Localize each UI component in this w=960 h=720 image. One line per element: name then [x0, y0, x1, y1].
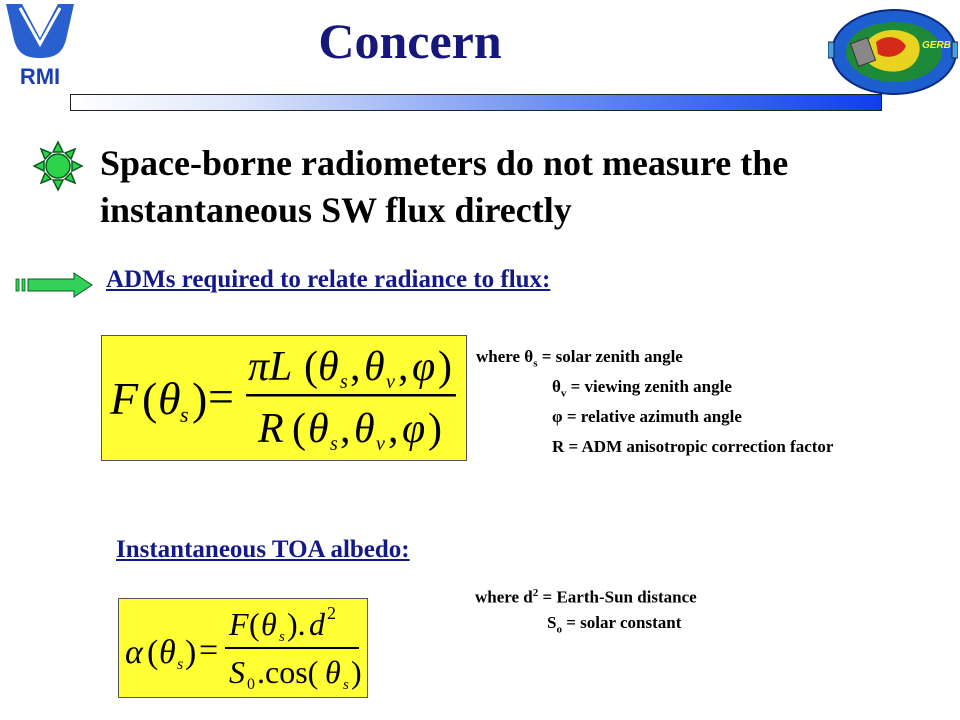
albedo-equation [119, 599, 366, 696]
svg-text:(: ( [292, 406, 306, 452]
svg-text:θ: θ [364, 344, 385, 390]
svg-text:d: d [309, 606, 325, 642]
svg-text:v: v [376, 433, 385, 455]
svg-text:v: v [386, 371, 395, 393]
bullet-text [100, 140, 940, 234]
svg-text:φ: φ [412, 344, 436, 390]
svg-text:s: s [180, 402, 189, 427]
adm-heading: ADMs required to relate radiance to flux: [106, 266, 551, 293]
svg-text:=: = [199, 632, 219, 669]
svg-text:,: , [398, 344, 409, 390]
svg-text:θ: θ [318, 344, 339, 390]
svg-text:): ) [428, 406, 442, 452]
svg-text:θ: θ [308, 406, 329, 452]
svg-text:πL: πL [248, 344, 293, 390]
svg-text:.cos(: .cos( [257, 654, 319, 690]
svg-text:(: ( [142, 373, 158, 424]
def-viewing-zenith: $\theta_v$ = viewing zenith angle [552, 377, 732, 400]
title-underline-bar [70, 94, 882, 111]
svg-text:(: ( [249, 606, 260, 642]
arrow-right-icon [14, 272, 94, 298]
gerb-badge-text: GERB [922, 40, 951, 51]
flux-equation-box [101, 335, 467, 461]
def-solar-zenith: where $\theta_s$ = solar zenith angle [476, 347, 683, 370]
svg-text:θ: θ [159, 634, 176, 671]
svg-text:(: ( [304, 344, 318, 390]
svg-text:(: ( [147, 634, 159, 671]
def-adm-factor: R = ADM anisotropic correction factor [552, 437, 834, 456]
svg-text:,: , [340, 406, 351, 452]
svg-text:θ: θ [354, 406, 375, 452]
svg-text:R: R [258, 406, 284, 452]
svg-text:s: s [340, 371, 348, 393]
svg-text:2: 2 [327, 603, 336, 623]
svg-text:).: ). [287, 606, 306, 642]
svg-text:θ: θ [158, 373, 181, 424]
albedo-variable-definitions [475, 578, 697, 638]
svg-text:): ) [351, 654, 362, 690]
gerb-logo [828, 6, 958, 98]
svg-text:θ: θ [325, 654, 341, 690]
bullet-line-2: instantaneous SW flux directly [100, 190, 572, 230]
svg-text:): ) [438, 344, 452, 390]
svg-text:s: s [330, 433, 338, 455]
albedo-equation-box [118, 598, 368, 698]
def-relative-azimuth: φ = relative azimuth angle [552, 407, 742, 426]
svg-text:S: S [229, 654, 245, 690]
svg-text:θ: θ [261, 606, 277, 642]
sun-bullet-icon [32, 140, 84, 192]
svg-text:=: = [208, 371, 234, 422]
svg-text:s: s [177, 656, 184, 673]
svg-text:,: , [388, 406, 399, 452]
svg-text:): ) [192, 373, 208, 424]
bullet-line-1: Space-borne radiometers do not measure the [100, 143, 789, 183]
page-title: Concern [318, 13, 502, 69]
svg-text:s: s [343, 677, 349, 693]
svg-text:φ: φ [402, 406, 426, 452]
svg-text:s: s [279, 629, 285, 645]
svg-text:0: 0 [247, 676, 255, 693]
svg-text:,: , [350, 344, 361, 390]
svg-text:F: F [229, 606, 249, 642]
rmi-logo-text: RMI [19, 64, 61, 89]
albedo-heading: Instantaneous TOA albedo: [116, 536, 410, 563]
def-earth-sun-distance: where $d^2$ = Earth-Sun distance [475, 587, 697, 607]
svg-text:α: α [125, 634, 143, 671]
svg-text:F: F [110, 373, 139, 424]
svg-text:): ) [185, 634, 197, 671]
flux-equation [102, 336, 465, 459]
def-solar-constant: $S_o$ = solar constant [547, 613, 682, 636]
flux-variable-definitions [476, 342, 833, 462]
